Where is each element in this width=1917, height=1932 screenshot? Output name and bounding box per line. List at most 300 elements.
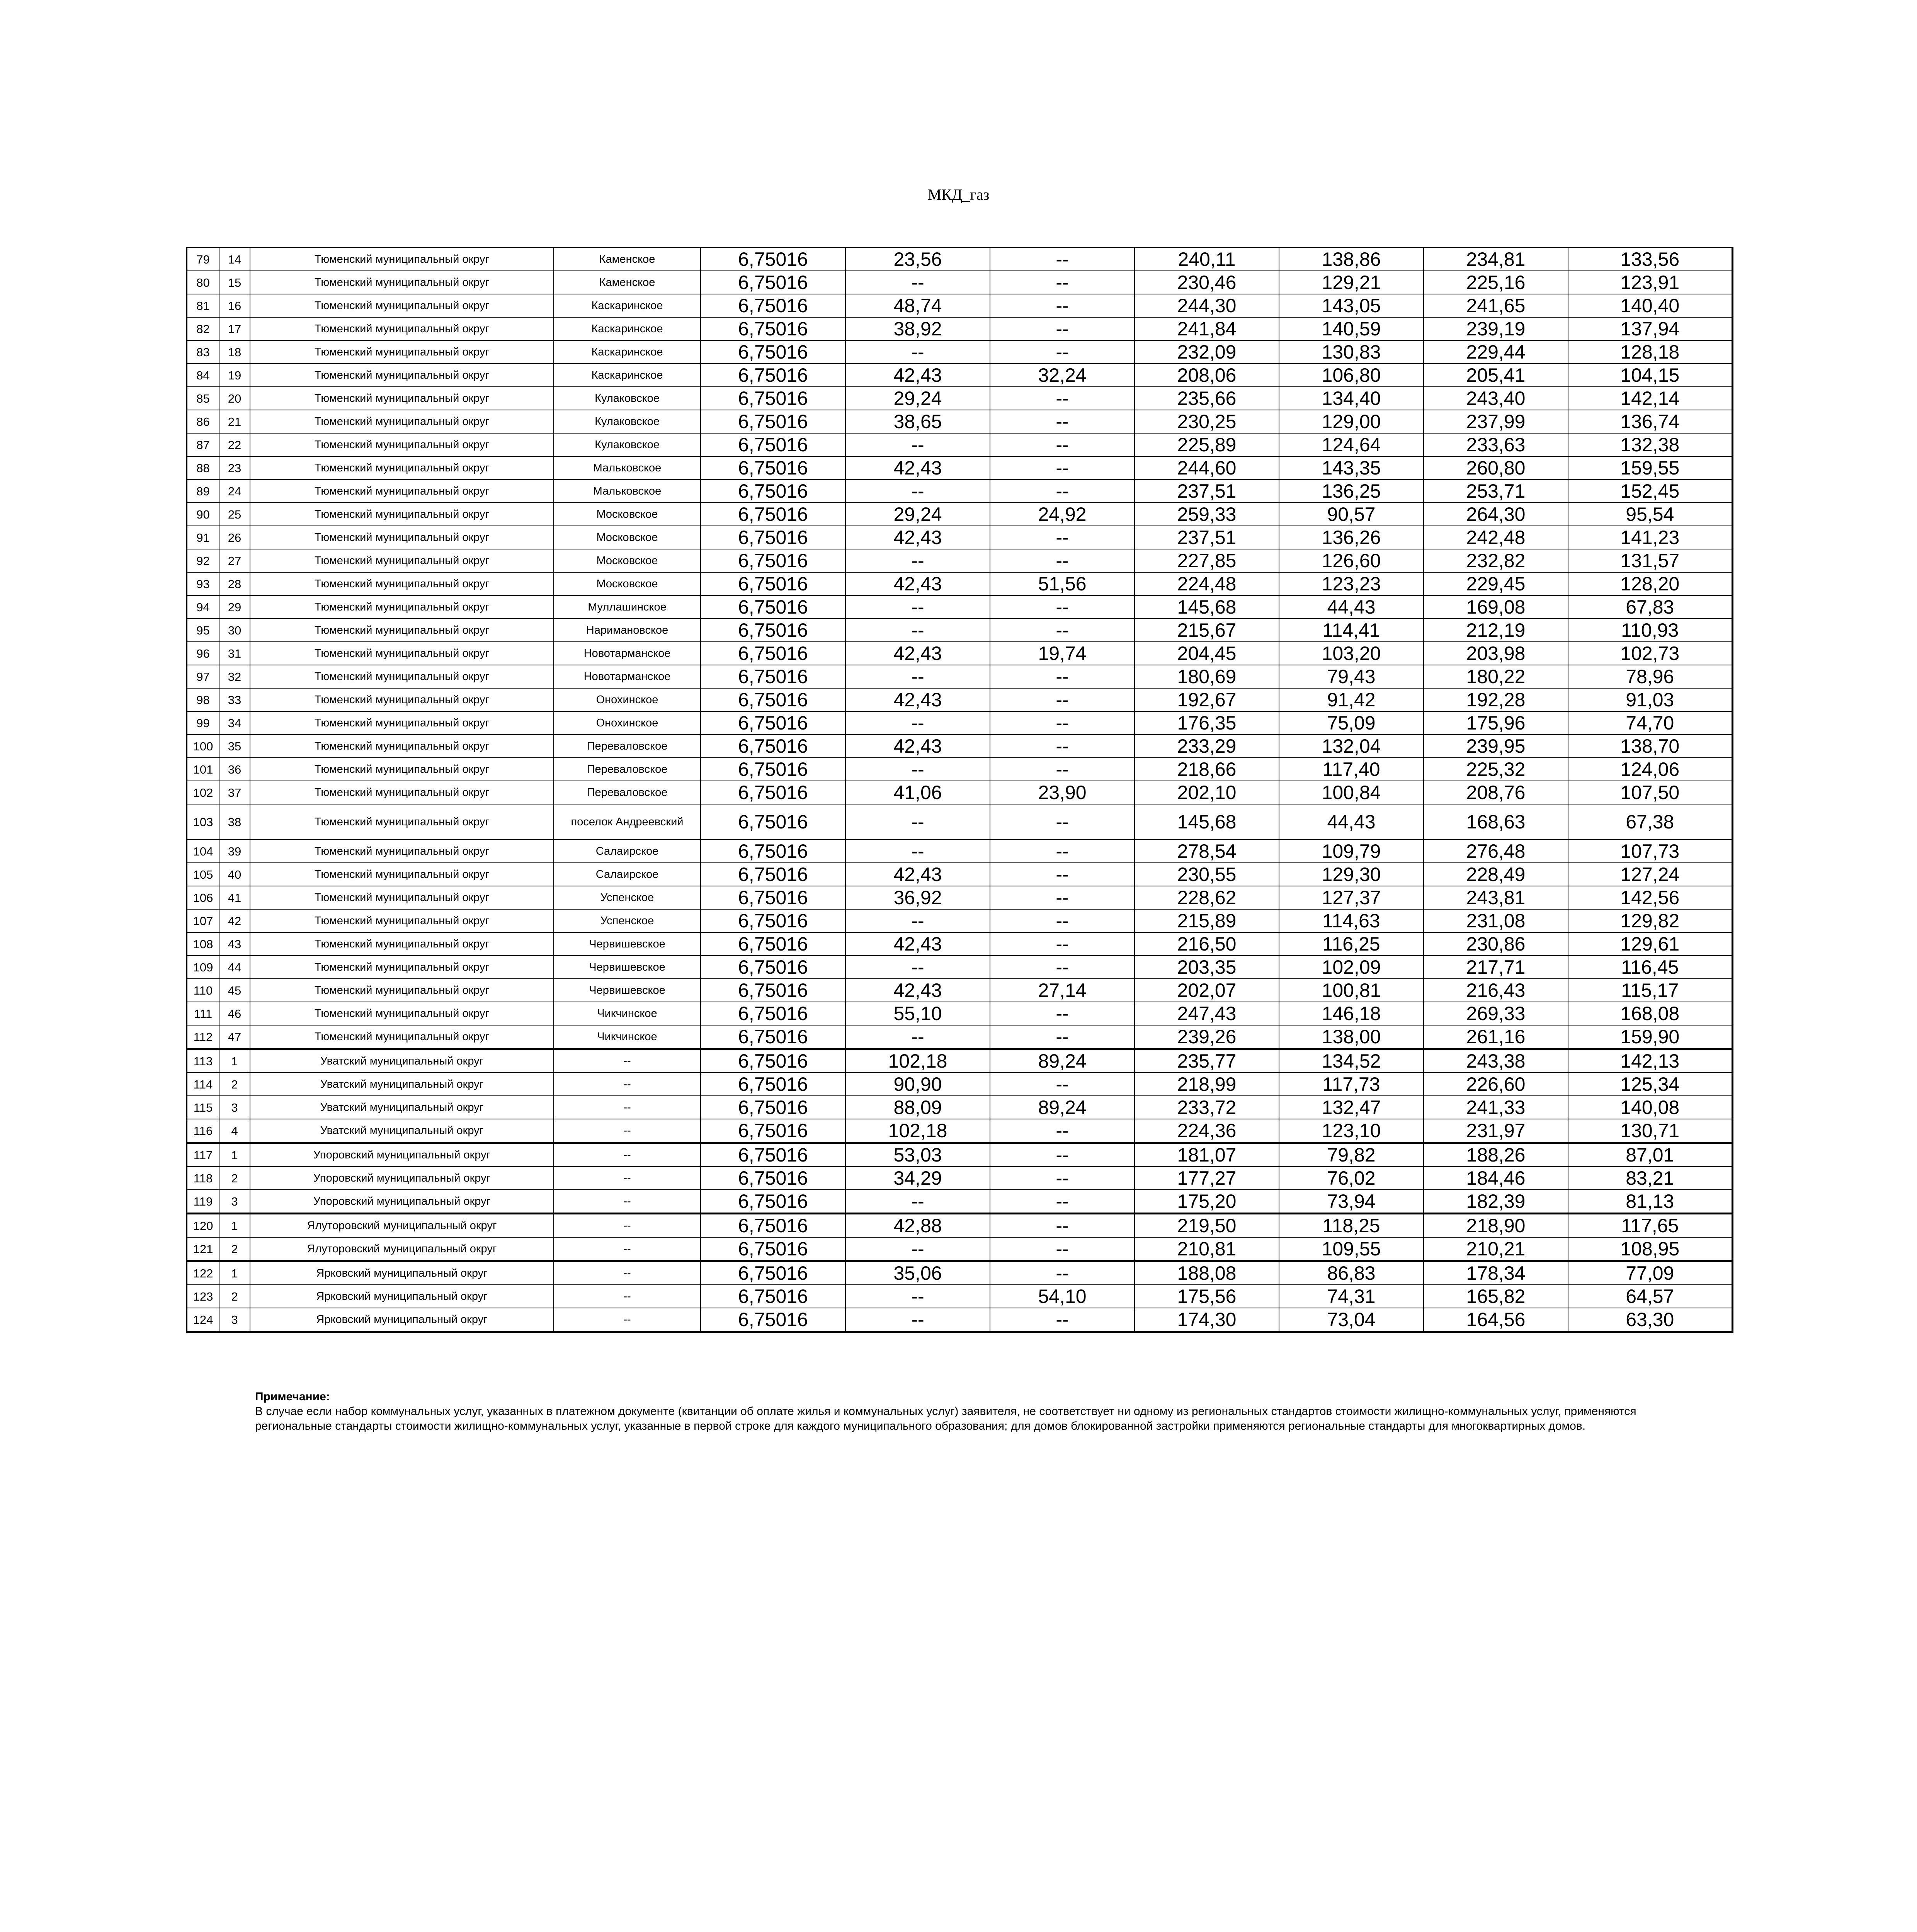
value-col-1-cell: 6,75016 xyxy=(701,932,845,956)
row-number-cell: 110 xyxy=(187,979,219,1002)
value-col-2-cell: -- xyxy=(845,711,990,735)
table-row xyxy=(187,433,1732,456)
value-col-7-cell: 129,61 xyxy=(1568,932,1732,956)
table-row xyxy=(187,1167,1732,1190)
sub-number-cell: 45 xyxy=(219,979,250,1002)
table-row xyxy=(187,1261,1732,1285)
sub-number-cell: 18 xyxy=(219,340,250,364)
value-col-4-cell: 219,50 xyxy=(1135,1214,1279,1238)
value-col-6-cell: 225,32 xyxy=(1424,758,1568,781)
value-col-4-cell: 181,07 xyxy=(1135,1143,1279,1167)
value-col-3-cell: -- xyxy=(990,480,1135,503)
value-col-2-cell: 23,56 xyxy=(845,248,990,271)
value-col-7-cell: 115,17 xyxy=(1568,979,1732,1002)
value-col-3-cell: -- xyxy=(990,456,1135,480)
value-col-2-cell: 38,65 xyxy=(845,410,990,433)
value-col-2-cell: -- xyxy=(845,758,990,781)
value-col-5-cell: 134,40 xyxy=(1279,387,1424,410)
value-col-2-cell: -- xyxy=(845,665,990,688)
value-col-6-cell: 269,33 xyxy=(1424,1002,1568,1025)
settlement-cell: Успенское xyxy=(554,909,701,932)
value-col-1-cell: 6,75016 xyxy=(701,758,845,781)
sub-number-cell: 1 xyxy=(219,1143,250,1167)
table-row xyxy=(187,1308,1732,1332)
value-col-6-cell: 241,33 xyxy=(1424,1096,1568,1119)
value-col-3-cell: 27,14 xyxy=(990,979,1135,1002)
value-col-7-cell: 132,38 xyxy=(1568,433,1732,456)
settlement-cell: Каскаринское xyxy=(554,340,701,364)
table-row xyxy=(187,271,1732,294)
value-col-3-cell: -- xyxy=(990,711,1135,735)
value-col-6-cell: 188,26 xyxy=(1424,1143,1568,1167)
page-header: МКД_газ xyxy=(927,186,990,203)
value-col-4-cell: 247,43 xyxy=(1135,1002,1279,1025)
value-col-5-cell: 109,79 xyxy=(1279,840,1424,863)
municipality-cell: Упоровский муниципальный округ xyxy=(250,1167,554,1190)
value-col-1-cell: 6,75016 xyxy=(701,271,845,294)
value-col-4-cell: 225,89 xyxy=(1135,433,1279,456)
value-col-2-cell: 90,90 xyxy=(845,1073,990,1096)
municipality-cell: Тюменский муниципальный округ xyxy=(250,248,554,271)
value-col-6-cell: 229,44 xyxy=(1424,340,1568,364)
value-col-5-cell: 76,02 xyxy=(1279,1167,1424,1190)
value-col-6-cell: 226,60 xyxy=(1424,1073,1568,1096)
value-col-7-cell: 124,06 xyxy=(1568,758,1732,781)
settlement-cell: Онохинское xyxy=(554,711,701,735)
settlement-cell: Каменское xyxy=(554,271,701,294)
value-col-6-cell: 165,82 xyxy=(1424,1285,1568,1308)
value-col-2-cell: 55,10 xyxy=(845,1002,990,1025)
value-col-1-cell: 6,75016 xyxy=(701,410,845,433)
value-col-1-cell: 6,75016 xyxy=(701,480,845,503)
value-col-4-cell: 215,67 xyxy=(1135,619,1279,642)
sub-number-cell: 24 xyxy=(219,480,250,503)
row-number-cell: 112 xyxy=(187,1025,219,1049)
table-row xyxy=(187,410,1732,433)
value-col-5-cell: 127,37 xyxy=(1279,886,1424,909)
settlement-cell: поселок Андреевский xyxy=(554,804,701,840)
sub-number-cell: 43 xyxy=(219,932,250,956)
table-row xyxy=(187,503,1732,526)
value-col-6-cell: 233,63 xyxy=(1424,433,1568,456)
settlement-cell: Каскаринское xyxy=(554,294,701,317)
value-col-7-cell: 67,38 xyxy=(1568,804,1732,840)
value-col-6-cell: 205,41 xyxy=(1424,364,1568,387)
value-col-5-cell: 140,59 xyxy=(1279,317,1424,340)
value-col-3-cell: 89,24 xyxy=(990,1049,1135,1073)
value-col-3-cell: -- xyxy=(990,1237,1135,1261)
value-col-7-cell: 91,03 xyxy=(1568,688,1732,711)
municipality-cell: Уватский муниципальный округ xyxy=(250,1096,554,1119)
value-col-7-cell: 127,24 xyxy=(1568,863,1732,886)
value-col-4-cell: 232,09 xyxy=(1135,340,1279,364)
value-col-2-cell: 42,43 xyxy=(845,526,990,549)
value-col-2-cell: 29,24 xyxy=(845,503,990,526)
value-col-4-cell: 235,77 xyxy=(1135,1049,1279,1073)
value-col-5-cell: 116,25 xyxy=(1279,932,1424,956)
table-row xyxy=(187,956,1732,979)
value-col-6-cell: 234,81 xyxy=(1424,248,1568,271)
settlement-cell: Переваловское xyxy=(554,735,701,758)
table-row xyxy=(187,294,1732,317)
municipality-cell: Тюменский муниципальный округ xyxy=(250,665,554,688)
value-col-1-cell: 6,75016 xyxy=(701,1190,845,1214)
value-col-5-cell: 114,41 xyxy=(1279,619,1424,642)
settlement-cell: -- xyxy=(554,1119,701,1143)
table-row xyxy=(187,781,1732,804)
row-number-cell: 121 xyxy=(187,1237,219,1261)
municipality-cell: Ярковский муниципальный округ xyxy=(250,1285,554,1308)
value-col-2-cell: -- xyxy=(845,1285,990,1308)
value-col-3-cell: -- xyxy=(990,886,1135,909)
value-col-7-cell: 64,57 xyxy=(1568,1285,1732,1308)
value-col-3-cell: -- xyxy=(990,909,1135,932)
value-col-5-cell: 138,86 xyxy=(1279,248,1424,271)
value-col-7-cell: 95,54 xyxy=(1568,503,1732,526)
value-col-1-cell: 6,75016 xyxy=(701,735,845,758)
municipality-cell: Ялуторовский муниципальный округ xyxy=(250,1237,554,1261)
value-col-1-cell: 6,75016 xyxy=(701,804,845,840)
settlement-cell: -- xyxy=(554,1049,701,1073)
sub-number-cell: 2 xyxy=(219,1285,250,1308)
table-row xyxy=(187,480,1732,503)
value-col-4-cell: 202,07 xyxy=(1135,979,1279,1002)
municipality-cell: Тюменский муниципальный округ xyxy=(250,886,554,909)
table-row xyxy=(187,1049,1732,1073)
municipality-cell: Ярковский муниципальный округ xyxy=(250,1261,554,1285)
sub-number-cell: 2 xyxy=(219,1237,250,1261)
table-row xyxy=(187,1143,1732,1167)
value-col-6-cell: 168,63 xyxy=(1424,804,1568,840)
row-number-cell: 113 xyxy=(187,1049,219,1073)
value-col-2-cell: -- xyxy=(845,619,990,642)
value-col-7-cell: 81,13 xyxy=(1568,1190,1732,1214)
value-col-4-cell: 174,30 xyxy=(1135,1308,1279,1332)
table-row xyxy=(187,526,1732,549)
sub-number-cell: 33 xyxy=(219,688,250,711)
value-col-3-cell: -- xyxy=(990,688,1135,711)
value-col-3-cell: -- xyxy=(990,317,1135,340)
value-col-7-cell: 128,18 xyxy=(1568,340,1732,364)
sub-number-cell: 47 xyxy=(219,1025,250,1049)
value-col-6-cell: 232,82 xyxy=(1424,549,1568,572)
value-col-1-cell: 6,75016 xyxy=(701,1285,845,1308)
value-col-2-cell: -- xyxy=(845,909,990,932)
row-number-cell: 88 xyxy=(187,456,219,480)
value-col-3-cell: -- xyxy=(990,294,1135,317)
value-col-4-cell: 175,56 xyxy=(1135,1285,1279,1308)
row-number-cell: 95 xyxy=(187,619,219,642)
value-col-1-cell: 6,75016 xyxy=(701,456,845,480)
value-col-1-cell: 6,75016 xyxy=(701,1237,845,1261)
municipality-cell: Тюменский муниципальный округ xyxy=(250,595,554,619)
value-col-2-cell: -- xyxy=(845,840,990,863)
municipality-cell: Тюменский муниципальный округ xyxy=(250,932,554,956)
value-col-3-cell: -- xyxy=(990,248,1135,271)
value-col-3-cell: 23,90 xyxy=(990,781,1135,804)
value-col-6-cell: 217,71 xyxy=(1424,956,1568,979)
value-col-1-cell: 6,75016 xyxy=(701,619,845,642)
value-col-5-cell: 123,23 xyxy=(1279,572,1424,595)
value-col-4-cell: 259,33 xyxy=(1135,503,1279,526)
value-col-6-cell: 243,38 xyxy=(1424,1049,1568,1073)
sub-number-cell: 28 xyxy=(219,572,250,595)
table-row xyxy=(187,932,1732,956)
value-col-5-cell: 124,64 xyxy=(1279,433,1424,456)
row-number-cell: 115 xyxy=(187,1096,219,1119)
value-col-3-cell: 51,56 xyxy=(990,572,1135,595)
value-col-1-cell: 6,75016 xyxy=(701,781,845,804)
value-col-1-cell: 6,75016 xyxy=(701,595,845,619)
settlement-cell: Чикчинское xyxy=(554,1025,701,1049)
value-col-7-cell: 102,73 xyxy=(1568,642,1732,665)
row-number-cell: 114 xyxy=(187,1073,219,1096)
value-col-2-cell: 102,18 xyxy=(845,1119,990,1143)
value-col-3-cell: -- xyxy=(990,410,1135,433)
value-col-5-cell: 138,00 xyxy=(1279,1025,1424,1049)
value-col-6-cell: 231,97 xyxy=(1424,1119,1568,1143)
value-col-5-cell: 143,35 xyxy=(1279,456,1424,480)
table-row xyxy=(187,1002,1732,1025)
value-col-4-cell: 202,10 xyxy=(1135,781,1279,804)
value-col-7-cell: 125,34 xyxy=(1568,1073,1732,1096)
value-col-3-cell: -- xyxy=(990,840,1135,863)
value-col-5-cell: 130,83 xyxy=(1279,340,1424,364)
table-row xyxy=(187,886,1732,909)
value-col-4-cell: 230,55 xyxy=(1135,863,1279,886)
settlement-cell: Новотарманское xyxy=(554,642,701,665)
value-col-6-cell: 203,98 xyxy=(1424,642,1568,665)
sub-number-cell: 25 xyxy=(219,503,250,526)
value-col-5-cell: 75,09 xyxy=(1279,711,1424,735)
value-col-3-cell: -- xyxy=(990,1143,1135,1167)
value-col-3-cell: 19,74 xyxy=(990,642,1135,665)
value-col-4-cell: 233,72 xyxy=(1135,1096,1279,1119)
value-col-4-cell: 216,50 xyxy=(1135,932,1279,956)
table-row xyxy=(187,1073,1732,1096)
value-col-1-cell: 6,75016 xyxy=(701,688,845,711)
municipality-cell: Тюменский муниципальный округ xyxy=(250,1002,554,1025)
table-row xyxy=(187,711,1732,735)
value-col-4-cell: 224,36 xyxy=(1135,1119,1279,1143)
value-col-6-cell: 178,34 xyxy=(1424,1261,1568,1285)
table-row xyxy=(187,387,1732,410)
value-col-5-cell: 132,47 xyxy=(1279,1096,1424,1119)
value-col-3-cell: -- xyxy=(990,932,1135,956)
value-col-7-cell: 77,09 xyxy=(1568,1261,1732,1285)
value-col-3-cell: -- xyxy=(990,1002,1135,1025)
value-col-1-cell: 6,75016 xyxy=(701,317,845,340)
value-col-4-cell: 218,66 xyxy=(1135,758,1279,781)
value-col-2-cell: -- xyxy=(845,1190,990,1214)
row-number-cell: 94 xyxy=(187,595,219,619)
value-col-3-cell: 32,24 xyxy=(990,364,1135,387)
value-col-2-cell: 41,06 xyxy=(845,781,990,804)
value-col-5-cell: 91,42 xyxy=(1279,688,1424,711)
row-number-cell: 91 xyxy=(187,526,219,549)
value-col-6-cell: 212,19 xyxy=(1424,619,1568,642)
value-col-3-cell: -- xyxy=(990,595,1135,619)
municipality-cell: Тюменский муниципальный округ xyxy=(250,410,554,433)
row-number-cell: 111 xyxy=(187,1002,219,1025)
value-col-6-cell: 264,30 xyxy=(1424,503,1568,526)
settlement-cell: Онохинское xyxy=(554,688,701,711)
row-number-cell: 81 xyxy=(187,294,219,317)
value-col-5-cell: 114,63 xyxy=(1279,909,1424,932)
value-col-7-cell: 159,90 xyxy=(1568,1025,1732,1049)
row-number-cell: 79 xyxy=(187,248,219,271)
value-col-6-cell: 210,21 xyxy=(1424,1237,1568,1261)
settlement-cell: -- xyxy=(554,1237,701,1261)
value-col-1-cell: 6,75016 xyxy=(701,387,845,410)
value-col-3-cell: -- xyxy=(990,526,1135,549)
value-col-5-cell: 90,57 xyxy=(1279,503,1424,526)
table-row xyxy=(187,688,1732,711)
value-col-1-cell: 6,75016 xyxy=(701,503,845,526)
row-number-cell: 102 xyxy=(187,781,219,804)
settlement-cell: Наримановское xyxy=(554,619,701,642)
value-col-4-cell: 241,84 xyxy=(1135,317,1279,340)
value-col-3-cell: 54,10 xyxy=(990,1285,1135,1308)
municipality-cell: Тюменский муниципальный округ xyxy=(250,317,554,340)
municipality-cell: Тюменский муниципальный округ xyxy=(250,619,554,642)
value-col-2-cell: 48,74 xyxy=(845,294,990,317)
value-col-1-cell: 6,75016 xyxy=(701,979,845,1002)
row-number-cell: 116 xyxy=(187,1119,219,1143)
sub-number-cell: 21 xyxy=(219,410,250,433)
settlement-cell: Червишевское xyxy=(554,932,701,956)
value-col-7-cell: 128,20 xyxy=(1568,572,1732,595)
value-col-6-cell: 182,39 xyxy=(1424,1190,1568,1214)
settlement-cell: Кулаковское xyxy=(554,433,701,456)
row-number-cell: 105 xyxy=(187,863,219,886)
row-number-cell: 80 xyxy=(187,271,219,294)
settlement-cell: Московское xyxy=(554,549,701,572)
municipality-cell: Тюменский муниципальный округ xyxy=(250,688,554,711)
table-row xyxy=(187,758,1732,781)
table-row xyxy=(187,979,1732,1002)
row-number-cell: 122 xyxy=(187,1261,219,1285)
row-number-cell: 86 xyxy=(187,410,219,433)
value-col-6-cell: 225,16 xyxy=(1424,271,1568,294)
value-col-1-cell: 6,75016 xyxy=(701,1308,845,1332)
value-col-5-cell: 129,00 xyxy=(1279,410,1424,433)
value-col-2-cell: 42,43 xyxy=(845,863,990,886)
value-col-1-cell: 6,75016 xyxy=(701,840,845,863)
value-col-4-cell: 180,69 xyxy=(1135,665,1279,688)
value-col-2-cell: -- xyxy=(845,1237,990,1261)
settlement-cell: -- xyxy=(554,1261,701,1285)
value-col-4-cell: 215,89 xyxy=(1135,909,1279,932)
municipality-cell: Тюменский муниципальный округ xyxy=(250,433,554,456)
sub-number-cell: 3 xyxy=(219,1096,250,1119)
value-col-1-cell: 6,75016 xyxy=(701,1261,845,1285)
municipality-cell: Тюменский муниципальный округ xyxy=(250,840,554,863)
row-number-cell: 108 xyxy=(187,932,219,956)
municipality-cell: Ярковский муниципальный округ xyxy=(250,1308,554,1332)
value-col-7-cell: 116,45 xyxy=(1568,956,1732,979)
value-col-3-cell: -- xyxy=(990,758,1135,781)
municipality-cell: Тюменский муниципальный округ xyxy=(250,781,554,804)
value-col-1-cell: 6,75016 xyxy=(701,1143,845,1167)
row-number-cell: 90 xyxy=(187,503,219,526)
table-row xyxy=(187,619,1732,642)
value-col-7-cell: 108,95 xyxy=(1568,1237,1732,1261)
table-row xyxy=(187,340,1732,364)
value-col-5-cell: 134,52 xyxy=(1279,1049,1424,1073)
value-col-7-cell: 131,57 xyxy=(1568,549,1732,572)
value-col-3-cell: -- xyxy=(990,1308,1135,1332)
settlement-cell: -- xyxy=(554,1285,701,1308)
value-col-1-cell: 6,75016 xyxy=(701,248,845,271)
sub-number-cell: 1 xyxy=(219,1261,250,1285)
municipality-cell: Тюменский муниципальный округ xyxy=(250,804,554,840)
value-col-3-cell: 89,24 xyxy=(990,1096,1135,1119)
table-row xyxy=(187,909,1732,932)
municipality-cell: Уватский муниципальный округ xyxy=(250,1073,554,1096)
settlement-cell: Московское xyxy=(554,572,701,595)
value-col-3-cell: -- xyxy=(990,433,1135,456)
sub-number-cell: 22 xyxy=(219,433,250,456)
table-row xyxy=(187,248,1732,271)
sub-number-cell: 35 xyxy=(219,735,250,758)
value-col-3-cell: -- xyxy=(990,1214,1135,1238)
sub-number-cell: 40 xyxy=(219,863,250,886)
value-col-7-cell: 141,23 xyxy=(1568,526,1732,549)
municipality-cell: Тюменский муниципальный округ xyxy=(250,456,554,480)
row-number-cell: 96 xyxy=(187,642,219,665)
settlement-cell: Салаирское xyxy=(554,863,701,886)
settlement-cell: Московское xyxy=(554,503,701,526)
sub-number-cell: 14 xyxy=(219,248,250,271)
value-col-2-cell: -- xyxy=(845,1308,990,1332)
value-col-2-cell: -- xyxy=(845,433,990,456)
value-col-5-cell: 100,81 xyxy=(1279,979,1424,1002)
municipality-cell: Тюменский муниципальный округ xyxy=(250,572,554,595)
settlement-cell: -- xyxy=(554,1143,701,1167)
value-col-4-cell: 204,45 xyxy=(1135,642,1279,665)
sub-number-cell: 26 xyxy=(219,526,250,549)
value-col-5-cell: 117,40 xyxy=(1279,758,1424,781)
row-number-cell: 98 xyxy=(187,688,219,711)
municipality-cell: Уватский муниципальный округ xyxy=(250,1119,554,1143)
value-col-6-cell: 239,19 xyxy=(1424,317,1568,340)
value-col-1-cell: 6,75016 xyxy=(701,294,845,317)
value-col-4-cell: 237,51 xyxy=(1135,526,1279,549)
value-col-5-cell: 129,30 xyxy=(1279,863,1424,886)
settlement-cell: Переваловское xyxy=(554,758,701,781)
settlement-cell: Кулаковское xyxy=(554,410,701,433)
value-col-7-cell: 107,73 xyxy=(1568,840,1732,863)
value-col-7-cell: 142,56 xyxy=(1568,886,1732,909)
value-col-2-cell: 42,88 xyxy=(845,1214,990,1238)
sub-number-cell: 37 xyxy=(219,781,250,804)
sub-number-cell: 41 xyxy=(219,886,250,909)
value-col-7-cell: 123,91 xyxy=(1568,271,1732,294)
settlement-cell: Каскаринское xyxy=(554,364,701,387)
value-col-5-cell: 117,73 xyxy=(1279,1073,1424,1096)
value-col-1-cell: 6,75016 xyxy=(701,1025,845,1049)
value-col-7-cell: 107,50 xyxy=(1568,781,1732,804)
value-col-1-cell: 6,75016 xyxy=(701,642,845,665)
value-col-6-cell: 239,95 xyxy=(1424,735,1568,758)
value-col-2-cell: -- xyxy=(845,340,990,364)
value-col-2-cell: 42,43 xyxy=(845,979,990,1002)
value-col-2-cell: 42,43 xyxy=(845,735,990,758)
value-col-5-cell: 73,04 xyxy=(1279,1308,1424,1332)
value-col-6-cell: 237,99 xyxy=(1424,410,1568,433)
table-row xyxy=(187,317,1732,340)
